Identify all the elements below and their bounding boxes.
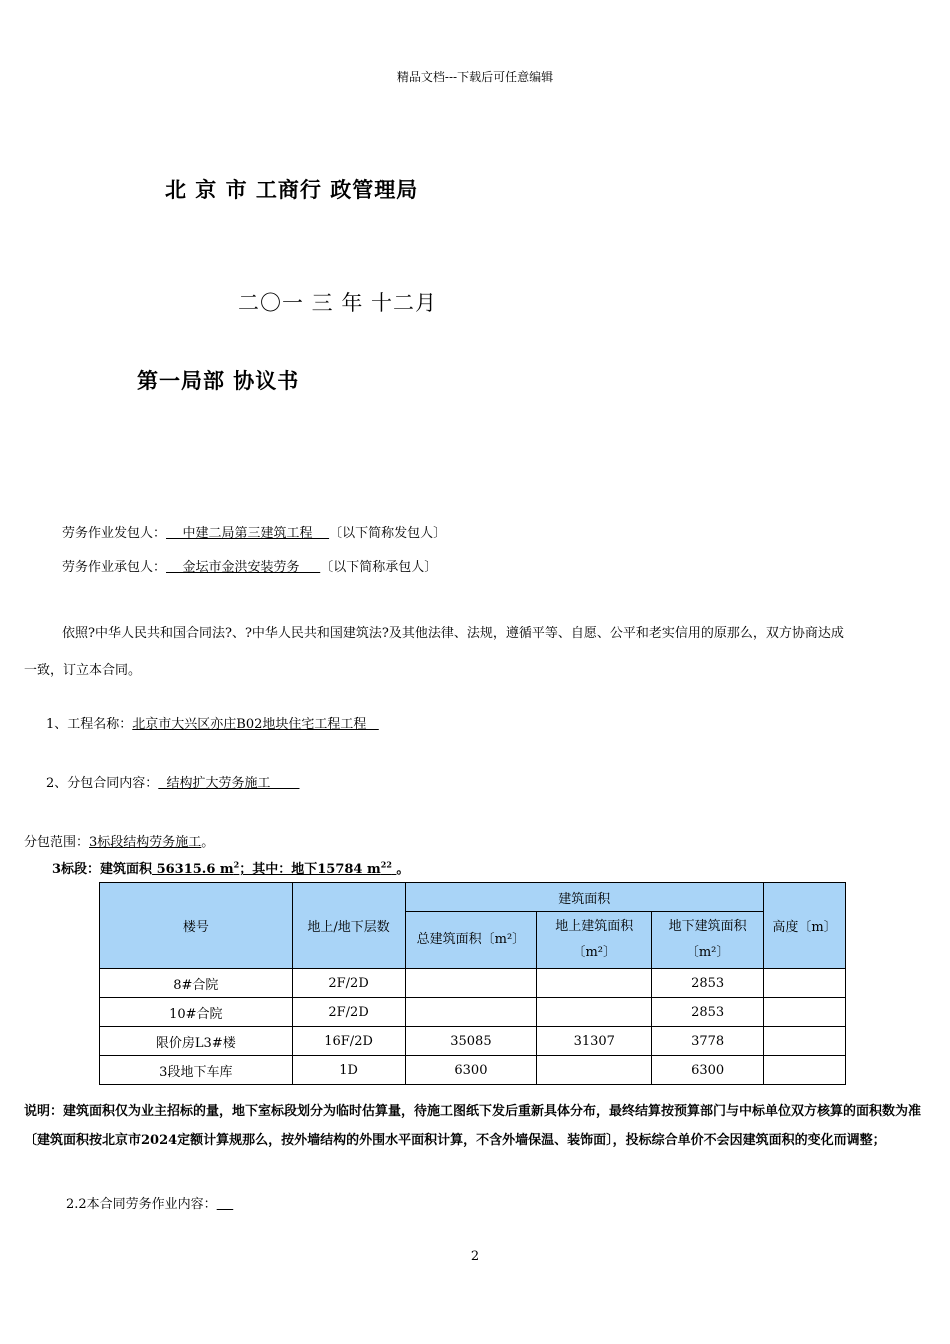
area-total: 56315.6 m [152,862,234,877]
document-title: 第一局部 协议书 [137,369,300,393]
th-area: 建筑面积 [405,883,764,912]
issuer-value: 中建二局第三建筑工程 [166,526,330,541]
cell-height [764,969,846,998]
contract-content-line [46,772,299,791]
issuer-line [62,522,446,541]
cell-building: 8#合院 [100,969,293,998]
cell-total: 6300 [405,1056,537,1085]
page-number: 2 [470,1249,480,1264]
th-above-area: 地上建筑面积〔m²〕 [537,912,652,969]
cell-below: 6300 [652,1056,764,1085]
area-line [52,858,409,877]
cell-above: 31307 [537,1027,652,1056]
scope-line [24,831,214,850]
cell-height [764,998,846,1027]
authority-title: 北 京 市 工商行 政管理局 [165,178,419,202]
area-under-sup: 22 [380,859,392,870]
cell-below: 2853 [652,969,764,998]
th-building: 楼号 [100,883,293,969]
cell-total [405,969,537,998]
issuer-label: 劳务作业发包人： [62,526,167,541]
th-height: 高度〔m〕 [764,883,846,969]
cell-floors: 1D [292,1056,405,1085]
table-row [100,1056,846,1085]
scope-end: 。 [201,835,215,850]
basis-line-2: 一致，订立本合同。 [24,663,142,678]
cell-floors: 16F/2D [292,1027,405,1056]
area-total-sup: 2 [233,859,240,870]
area-prefix: 3标段：建筑面积 [52,862,153,877]
contractor-value: 金坛市金洪安装劳务 [166,560,321,575]
date-title: 二〇一 三 年 十二月 [238,291,438,315]
scope-label: 分包范围： [24,835,90,850]
contractor-label: 劳务作业承包人： [62,560,167,575]
area-note: 说明：建筑面积仅为业主招标的量，地下室标段划分为临时估算量，待施工图纸下发后重新具体分布，最终结算按预算部门与中标单位双方核算的面积数为准〔建筑面积按北京市2024定额计算规那么，按外墙结构的外围水平面积计算，不含外墙保温、装饰面〕，投标综合单价不会因建筑面积的变化而调整； [24,1104,922,1148]
cell-below: 3778 [652,1027,764,1056]
scope-value: 3标段结构劳务施工 [89,835,202,850]
cell-building: 10#合院 [100,998,293,1027]
table-row [100,1027,846,1056]
cell-total [405,998,537,1027]
issuer-note: 〔以下简称发包人〕 [329,526,447,541]
project-value: 北京市大兴区亦庄B02地块住宅工程工程 [132,717,379,732]
th-floors: 地上/地下层数 [292,883,405,969]
project-label: 1、工程名称： [46,717,133,732]
section-2-2 [66,1193,233,1212]
cell-above [537,998,652,1027]
cell-height [764,1056,846,1085]
cell-building: 限价房L3#楼 [100,1027,293,1056]
building-area-table [99,882,846,1085]
project-name-line [46,713,379,732]
page-header: 精品文档---下载后可任意编辑 [396,70,554,84]
area-mid: ；其中：地下15784 m [239,862,381,877]
th-total-area: 总建筑面积〔m²〕 [405,912,537,969]
contractor-note: 〔以下简称承包人〕 [320,560,438,575]
cell-floors: 2F/2D [292,998,405,1027]
content-value: 结构扩大劳务施工 [158,776,300,791]
table-row [100,969,846,998]
th-below-area: 地下建筑面积〔m²〕 [652,912,764,969]
content-label: 2、分包合同内容： [46,776,159,791]
cell-above [537,969,652,998]
cell-above [537,1056,652,1085]
area-end: 。 [396,862,410,877]
basis-line-1: 依照?中华人民共和国合同法?、?中华人民共和国建筑法?及其他法律、法规，遵循平等、自愿、公平和老实信用的原那么，双方协商达成 [62,626,844,641]
cell-floors: 2F/2D [292,969,405,998]
table-row [100,998,846,1027]
cell-below: 2853 [652,998,764,1027]
cell-height [764,1027,846,1056]
section-2-2-label: 2.2本合同劳务作业内容： [66,1197,217,1212]
section-2-2-value [217,1197,234,1212]
contractor-line [62,556,437,575]
cell-total: 35085 [405,1027,537,1056]
cell-building: 3段地下车库 [100,1056,293,1085]
